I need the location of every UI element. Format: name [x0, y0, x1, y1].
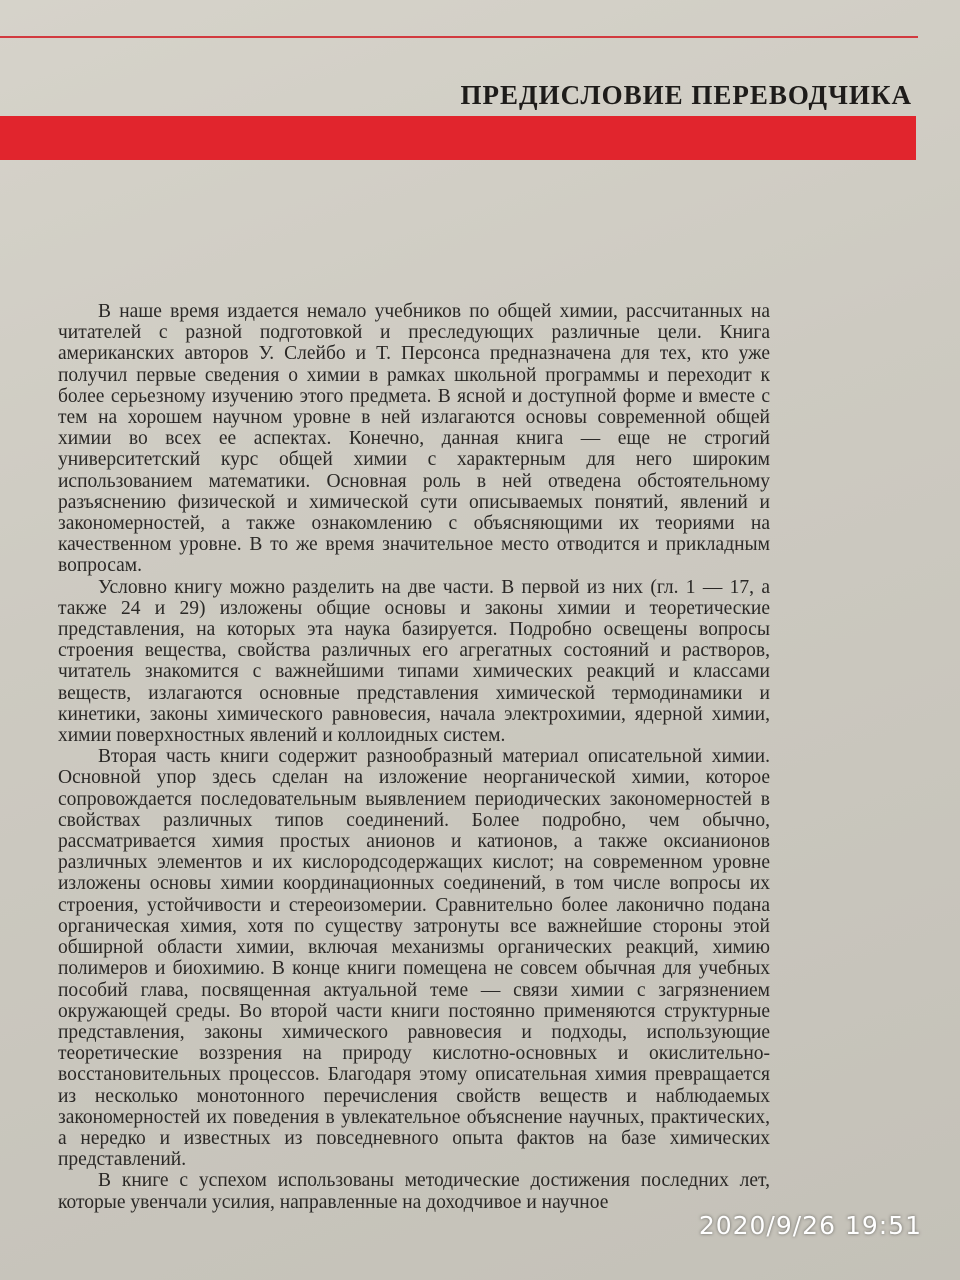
photo-timestamp: 2020/9/26 19:51: [698, 1211, 922, 1240]
paragraph-4: В книге с успехом использованы методические достижения последних лет, которые увенчали усилия, направленные на доходчивое и научное: [58, 1170, 770, 1213]
paragraph-1: В наше время издается немало учебников по общей химии, рассчитанных на читателей с разной подготовкой и преследующих различные цели. Книга американских авторов У. Слейбо и Т. Персонса предназначена для тех, кто уже получил первые сведения о химии в рамках школьной программы и переходит к более серьезному изучению этого предмета. В ясной и доступной форме и вместе с тем на хорошем научном уровне в ней излагаются основы современной общей химии во всех ее аспектах. Конечно, данная книга — еще не строгий университетский курс общей химии с характерным для него широким использованием математики. Основная роль в ней отведена обстоятельному разъяснению физической и химической сути описываемых понятий, явлений и закономерностей, а также ознакомлению с объясняющими их теориями на качественном уровне. В то же время значительное место отводится и прикладным вопросам.: [58, 301, 770, 577]
body-text: [58, 301, 770, 1213]
page-title: ПРЕДИСЛОВИЕ ПЕРЕВОДЧИКА: [460, 80, 912, 110]
red-header-bar: [0, 116, 916, 160]
paragraph-2: Условно книгу можно разделить на две части. В первой из них (гл. 1 — 17, а также 24 и 29) изложены общие основы и законы химии и теоретические представления, на которых эта наука базируется. Подробно освещены вопросы строения вещества, свойства различных его агрегатных состояний и растворов, читатель знакомится с важнейшими типами химических реакций и классами веществ, излагаются основные представления химической термодинамики и кинетики, законы химического равновесия, начала электрохимии, ядерной химии, химии поверхностных явлений и коллоидных систем.: [58, 576, 770, 747]
paragraph-3: Вторая часть книги содержит разнообразный материал описательной химии. Основной упор здесь сделан на изложение неорганической химии, которое сопровождается последовательным выявлением периодических закономерностей в свойствах различных типов соединений. Более подробно, чем обычно, рассматривается химия простых анионов и катионов, а также оксианионов различных элементов и их кислородсодержащих кислот; на современном уровне изложены основы химии координационных соединений, в том числе вопросы их строения, устойчивости и стереоизомерии. Сравнительно более лаконично подана органическая химия, хотя по существу затронуты все важнейшие стороны этой обширной области химии, включая механизмы органических реакций, химию полимеров и биохимию. В конце книги помещена не совсем обычная для учебных пособий глава, посвященная актуальной теме — связи химии с загрязнением окружающей среды. Во второй части книги постоянно применяются структурные представления, законы химического равновесия и подходы, использующие теоретические воззрения на природу кислотно-основных и окислительно-восстановительных процессов. Благодаря этому описательная химия превращается из несколько монотонного перечисления свойств веществ и наблюдаемых закономерностей их поведения в увлекательное объяснение научных, практических, а нередко и известных из повседневного опыта фактов на базе химических представлений.: [58, 746, 770, 1171]
top-thin-rule: [0, 36, 918, 38]
